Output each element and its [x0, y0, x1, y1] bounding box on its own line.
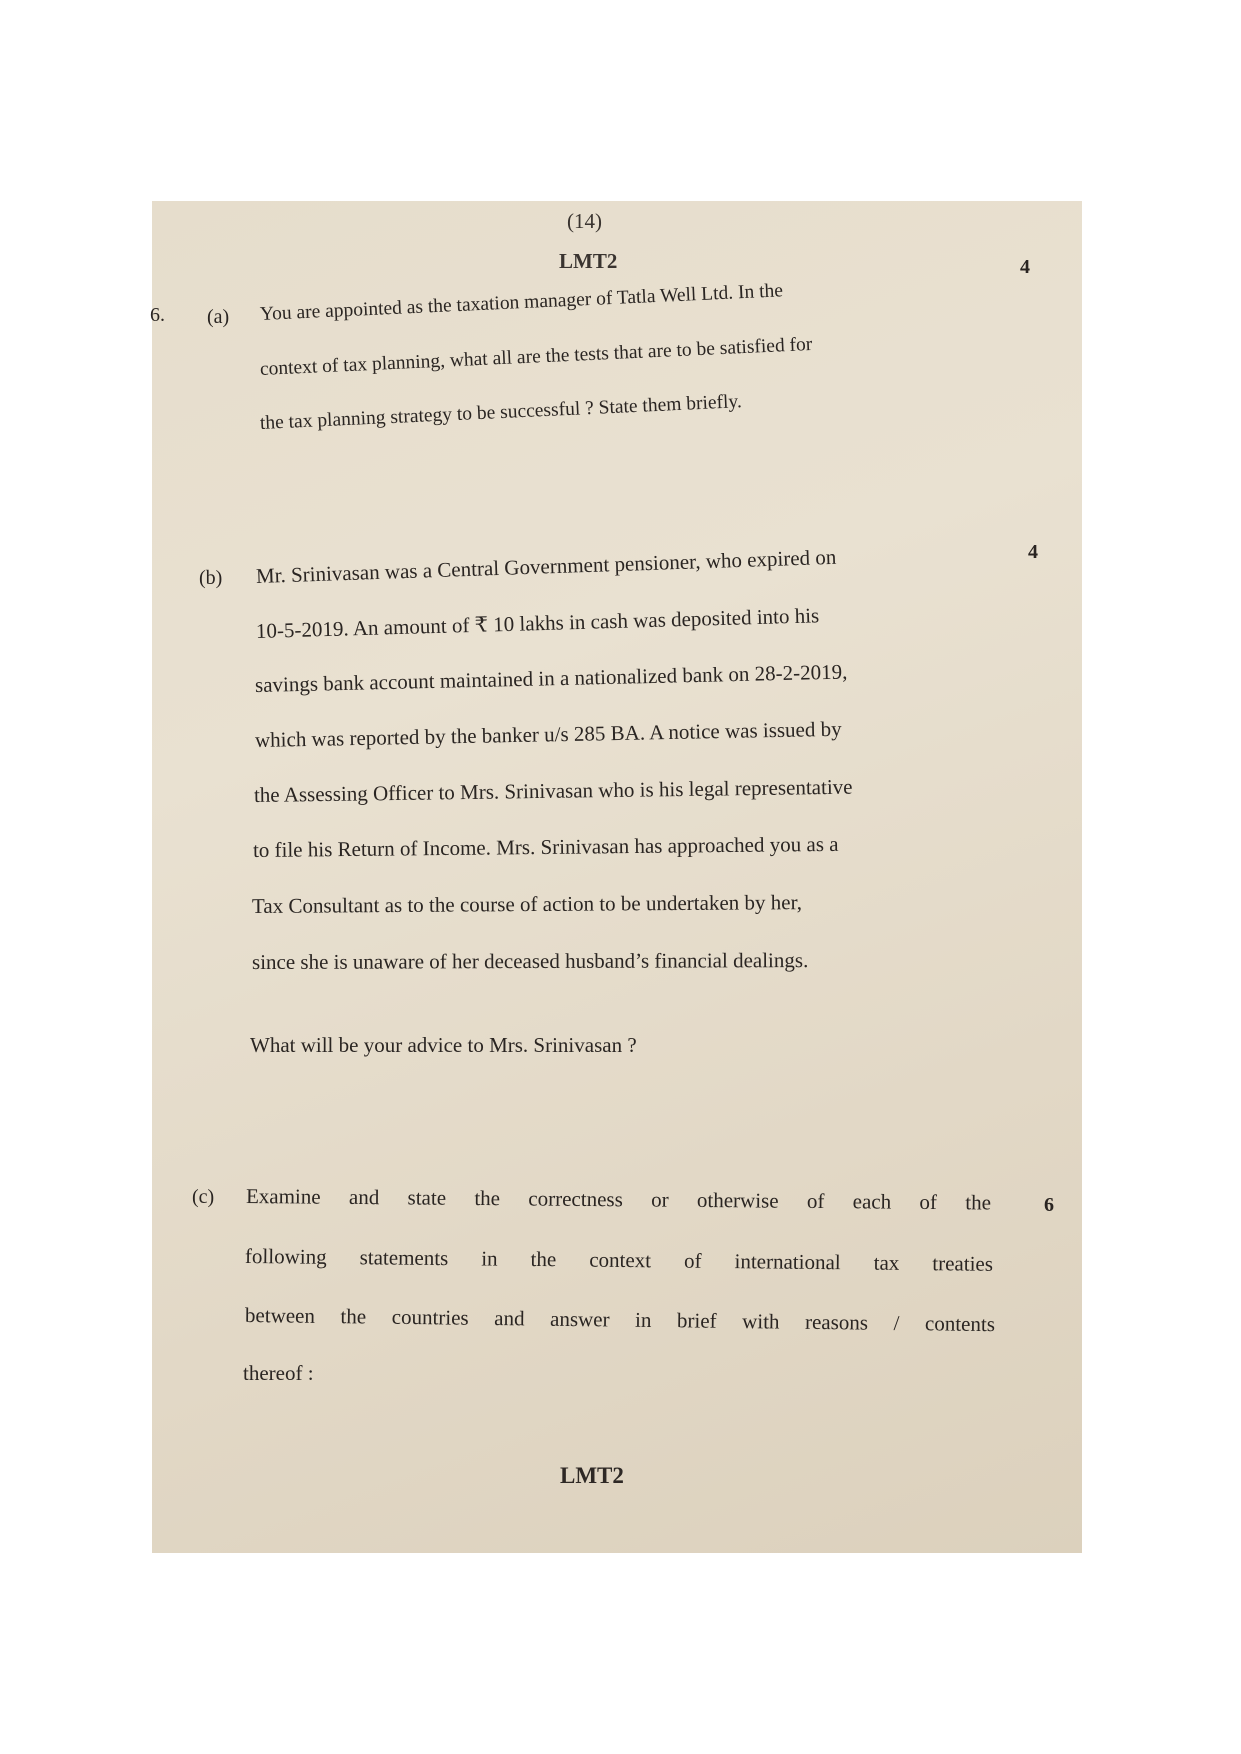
exam-page-photo — [152, 201, 1082, 1553]
part-c-line-4: thereof : — [243, 1361, 314, 1385]
part-b-line-4: which was reported by the banker u/s 285 BA. A notice was issued by — [254, 716, 842, 752]
part-a-line-2: context of tax planning, what all are the tests that are to be satisfied for — [259, 333, 813, 380]
part-b-line-9: What will be your advice to Mrs. Srinivasan ? — [250, 1033, 637, 1057]
part-b-line-1: Mr. Srinivasan was a Central Government pensioner, who expired on — [255, 544, 837, 588]
header-paper-code: LMT2 — [559, 249, 618, 273]
part-b-line-5: the Assessing Officer to Mrs. Srinivasan who is his legal representative — [253, 774, 853, 807]
marks-a: 4 — [1020, 256, 1030, 278]
part-label-b: (b) — [199, 567, 223, 589]
part-c-line-2: following statements in the context of international tax treaties — [244, 1244, 994, 1276]
question-number: 6. — [150, 304, 165, 326]
page-number: (14) — [567, 209, 602, 233]
part-label-c: (c) — [192, 1186, 215, 1208]
part-a-line-1: You are appointed as the taxation manager of Tatla Well Ltd. In the — [259, 280, 784, 325]
marks-c: 6 — [1044, 1194, 1054, 1216]
part-b-line-2: 10-5-2019. An amount of ₹ 10 lakhs in cash was deposited into his — [255, 603, 820, 643]
part-b-line-3: savings bank account maintained in a nationalized bank on 28-2-2019, — [254, 659, 848, 697]
part-b-line-8: since she is unaware of her deceased husband’s financial dealings. — [251, 948, 809, 974]
part-a-line-3: the tax planning strategy to be successful ? State them briefly. — [259, 391, 743, 434]
part-c-line-1: Examine and state the correctness or otherwise of each of the — [245, 1184, 992, 1215]
footer-paper-code: LMT2 — [560, 1463, 624, 1488]
part-b-line-7: Tax Consultant as to the course of action to be undertaken by her, — [251, 890, 803, 918]
part-label-a: (a) — [207, 306, 230, 328]
part-b-line-6: to file his Return of Income. Mrs. Srinivasan has approached you as a — [252, 831, 839, 862]
marks-b: 4 — [1028, 541, 1038, 563]
part-c-line-3: between the countries and answer in brief with reasons / contents — [244, 1303, 996, 1337]
